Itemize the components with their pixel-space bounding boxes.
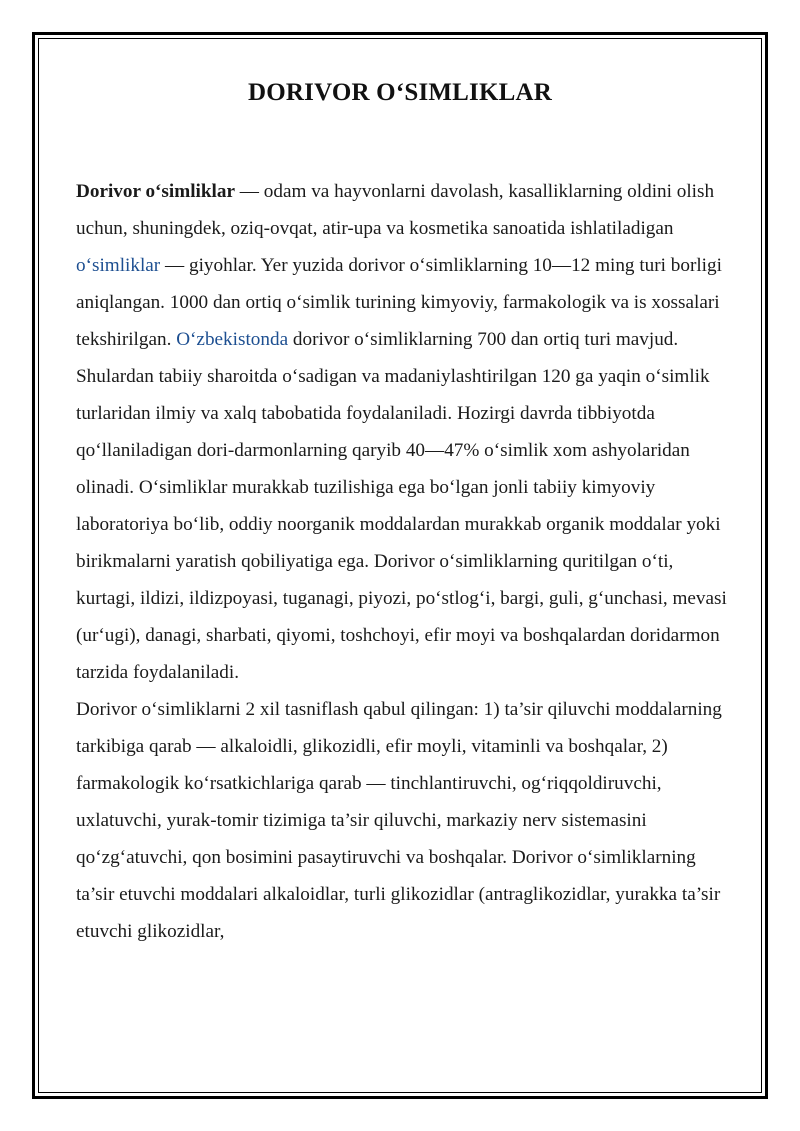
paragraph-intro	[76, 173, 736, 691]
bold-term: Dorivor o‘simliklar	[76, 181, 235, 202]
paragraph-text: — odam va hayvonlarni davolash, kasalliklarning oldini olish uchun, shuningdek, oziq-ovqat, atir-upa va kosmetika sanoatida ishlatiladigan	[76, 181, 715, 239]
link-ozbekistonda[interactable]: O‘zbekistonda	[176, 329, 289, 350]
paragraph-text: — giyohlar. Yer yuzida dorivor o‘simliklarning 10—12 ming turi borligi aniqlangan. 1000 dan ortiq o‘simlik turining kimyoviy, farmakologik va is xossalari tekshirilgan.	[76, 255, 722, 350]
article-body	[76, 173, 736, 950]
paragraph-classification: Dorivor o‘simliklarni 2 xil tasniflash qabul qilingan: 1) ta’sir qiluvchi moddalarning tarkibiga qarab — alkaloidli, glikozidli, efir moyli, vitaminli va boshqalar, 2) farmakologik ko‘rsatkichlariga qarab — tinchlantiruvchi, og‘riqqoldiruvchi, uxlatuvchi, yurak-tomir tizimiga ta’sir qiluvchi, markaziy nerv sistemasini qo‘zg‘atuvchi, qon bosimini pasaytiruvchi va boshqalar. Dorivor o‘simliklarning ta’sir etuvchi moddalari alkaloidlar, turli glikozidlar (antraglikozidlar, yurakka ta’sir etuvchi glikozidlar,	[76, 699, 722, 942]
link-osimliklar[interactable]: o‘simliklar	[76, 255, 161, 276]
document-title: DORIVOR O‘SIMLIKLAR	[247, 79, 553, 106]
paragraph-text: dorivor o‘simliklarning 700 dan ortiq turi mavjud. Shulardan tabiiy sharoitda o‘sadigan va madaniylashtirilgan 120 ga yaqin o‘simlik turlaridan ilmiy va xalq tabobatida foydalaniladi. Hozirgi davrda tibbiyotda qo‘llaniladigan dori-darmonlarning qaryib 40—47% o‘simlik xom ashyolaridan olinadi. O‘simliklar murakkab tuzilishiga ega bo‘lgan jonli tabiiy kimyoviy laboratoriya bo‘lib, oddiy noorganik moddalardan murakkab organik moddalar yoki birikmalarni yaratish qobiliyatiga ega. Dorivor o‘simliklarning quritilgan o‘ti, kurtagi, ildizi, ildizpoyasi, tuganagi, piyozi, po‘stlog‘i, bargi, guli, g‘unchasi, mevasi (ur‘ugi), danagi, sharbati, qiyomi, toshchoyi, efir moyi va boshqalardan doridarmon tarzida foydalaniladi.	[76, 329, 727, 683]
